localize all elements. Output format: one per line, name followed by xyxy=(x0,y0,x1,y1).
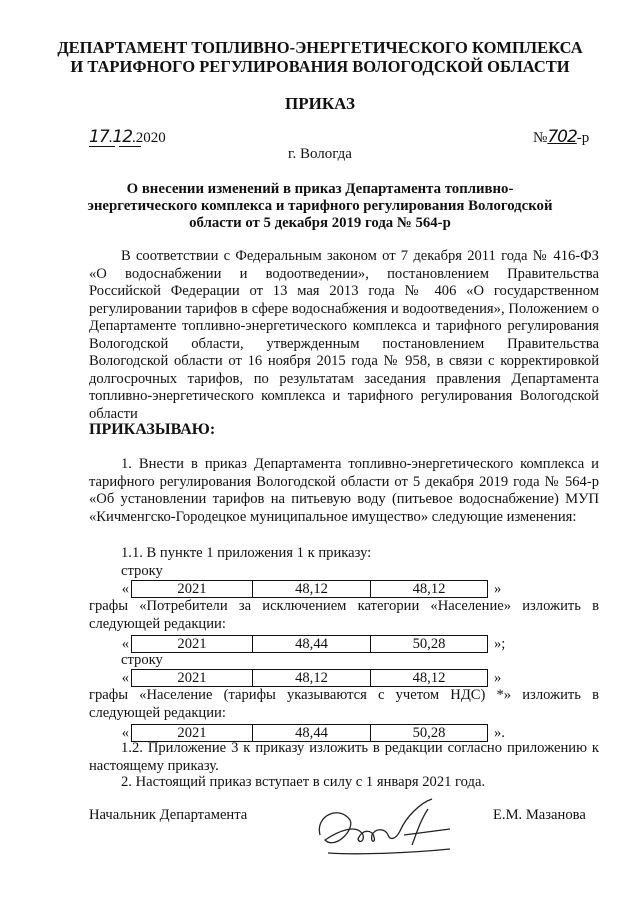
department-name xyxy=(0,38,640,76)
subject-line-2: энергетического комплекса и тарифного регулирования Вологодской xyxy=(87,198,553,214)
handwritten-signature xyxy=(300,795,470,865)
item-1-1: 1.1. В пункте 1 приложения 1 к приказу: xyxy=(121,545,372,561)
quote-open: « xyxy=(121,635,129,652)
preamble-block xyxy=(89,248,599,423)
cell-value-2: 50,28 xyxy=(412,636,446,652)
number-suffix: -р xyxy=(576,130,590,146)
quote-close: ». xyxy=(494,724,505,741)
cell-value-1: 48,44 xyxy=(253,725,371,741)
table-row-a xyxy=(89,580,501,598)
cell-value-2: 48,12 xyxy=(412,670,446,686)
signer-name: Е.М. Мазанова xyxy=(493,807,586,823)
cell-year: 2021 xyxy=(132,725,253,741)
city: г. Вологда xyxy=(288,146,352,162)
table-row xyxy=(131,669,488,687)
department-line-1: ДЕПАРТАМЕНТ ТОПЛИВНО-ЭНЕРГЕТИЧЕСКОГО КОМПЛЕКСА xyxy=(57,38,583,57)
table-row-b xyxy=(89,635,505,653)
item-1-2: 1.2. Приложение 3 к приказу изложить в редакции согласно приложению к настоящему приказу. xyxy=(89,740,599,774)
document-date: 17.12.2020 xyxy=(89,127,166,147)
number-value: 702 xyxy=(547,127,577,147)
subject-line-3: области от 5 декабря 2019 года № 564-р xyxy=(189,215,451,231)
item-1-block xyxy=(89,456,599,526)
document-type: ПРИКАЗ xyxy=(285,94,355,113)
item-2-block xyxy=(89,774,599,792)
cell-value-2: 48,12 xyxy=(412,581,446,597)
stroku-label: строку xyxy=(121,563,163,579)
quote-open: « xyxy=(121,724,129,741)
date-month: 12 xyxy=(112,127,133,147)
cell-value-1: 48,44 xyxy=(253,636,371,652)
quote-open: « xyxy=(121,580,129,597)
quote-close: »; xyxy=(494,635,506,652)
signer-role: Начальник Департамента xyxy=(89,807,248,823)
preamble: В соответствии с Федеральным законом от 7 декабря 2011 года № 416-ФЗ «О водоснабжении и водоотведении», постановлением Правительства Российской Федерации от 13 мая 2013 года № 406 «О государственном регулировании тарифов в сфере водоснабжения и водоотведения», Положением о Департаменте топливно-энергетического комплекса и тарифного регулирования Вологодской области, утвержденным постановлением Правительства Вологодской области от 16 ноября 2015 года № 958, в связи с корректировкой долгосрочных тарифов, по результатам заседания правления Департамента топливно-энергетического комплекса и тарифного регулирования Вологодской области xyxy=(89,248,599,422)
cell-value-1: 48,12 xyxy=(253,670,371,686)
cell-year: 2021 xyxy=(132,670,253,686)
cell-year: 2021 xyxy=(132,636,253,652)
table-row xyxy=(131,580,488,598)
item-1-2-block xyxy=(89,740,599,775)
item-2: 2. Настоящий приказ вступает в силу с 1 января 2021 года. xyxy=(121,774,486,790)
date-day: 17 xyxy=(89,127,109,147)
cell-year: 2021 xyxy=(132,581,253,597)
subject-line-1: О внесении изменений в приказ Департамента топливно- xyxy=(126,181,514,197)
grafa-1: графы «Потребители за исключением категории «Население» изложить в следующей редакции: xyxy=(89,598,599,632)
quote-close: » xyxy=(494,669,502,686)
document-subject xyxy=(0,181,640,232)
order-word: ПРИКАЗЫВАЮ: xyxy=(89,421,216,438)
document-number xyxy=(533,127,589,147)
quote-close: » xyxy=(494,580,502,597)
date-year: .2020 xyxy=(132,130,166,146)
number-prefix: № xyxy=(533,130,548,146)
cell-value-1: 48,12 xyxy=(253,581,371,597)
table-row xyxy=(131,635,488,653)
table-row-c xyxy=(89,669,501,687)
stroku-label-2: строку xyxy=(121,652,163,668)
grafa-2: графы «Население (тарифы указываются с учетом НДС) *» изложить в следующей редакции: xyxy=(89,687,599,721)
item-1: 1. Внести в приказ Департамента топливно-энергетического комплекса и тарифного регулирования Вологодской области от 5 декабря 2019 года № 564-р «Об установлении тарифов на питьевую воду (питьевое водоснабжение) МУП «Кичменгско-Городецкое муниципальное имущество» следующие изменения: xyxy=(89,456,599,525)
department-line-2: И ТАРИФНОГО РЕГУЛИРОВАНИЯ ВОЛОГОДСКОЙ ОБЛАСТИ xyxy=(70,57,570,76)
cell-value-2: 50,28 xyxy=(412,725,446,741)
quote-open: « xyxy=(121,669,129,686)
